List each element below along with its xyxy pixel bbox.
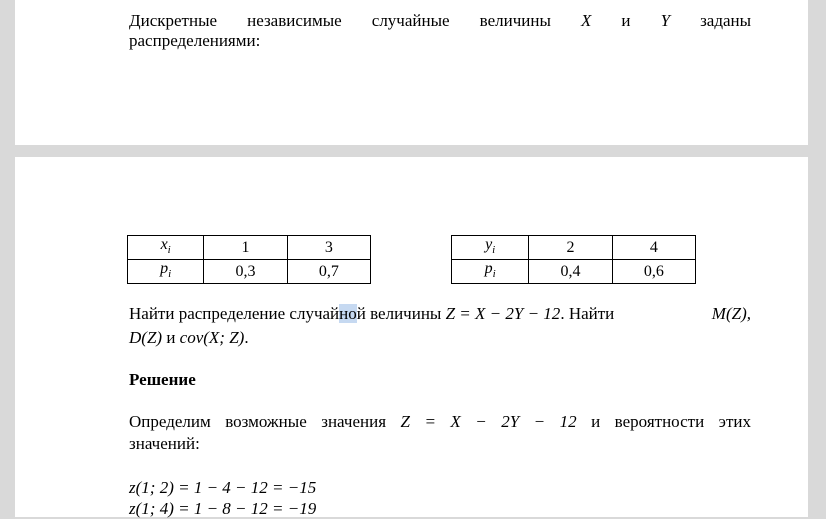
intro-word: величины [479,11,551,30]
intro-word: и [621,11,631,30]
text-highlight: но [339,304,357,323]
table-cell: 0,7 [287,260,370,284]
equation-2: z(1; 4) = 1 − 8 − 12 = −19 [129,499,317,518]
table-header-pi: $p_i$ [128,260,204,284]
table-row [452,260,696,284]
intro-word: заданы [700,11,752,30]
solution-heading: Решение [129,370,196,389]
solution-para-line1: Определим возможные значения Z = X − 2Y − 12 и вероятности этих [129,412,751,431]
intro-word: Дискретные [129,11,218,30]
table-cell: 1 [204,236,287,260]
table-cell: 0,6 [612,260,695,284]
table-row [452,236,696,260]
table-header-xi: $x_i$ [128,236,204,260]
table-row [128,236,371,260]
table-y-distribution [451,235,696,284]
document-page-1 [15,0,808,145]
equation-1: z(1; 2) = 1 − 4 − 12 = −15 [129,478,317,497]
table-cell: 0,3 [204,260,287,284]
table-row [128,260,371,284]
table-cell: 0,4 [529,260,612,284]
formula-cov: cov(X; Z) [179,328,245,347]
table-header-yi: $y_i$ [452,236,529,260]
table-header-pi: $p_i$ [452,260,529,284]
table-x-distribution [127,235,371,284]
task-line2: D(Z) и cov(X; Z). [129,328,249,347]
var-y: Y [660,11,671,30]
solution-para-line2: значений: [129,434,200,453]
intro-word: независимые [247,11,342,30]
document-page-2 [15,157,808,517]
table-cell: 2 [529,236,612,260]
table-cell: 4 [612,236,695,260]
intro-word: случайные [371,11,450,30]
table-cell: 3 [287,236,370,260]
problem-intro-line1 [129,10,751,31]
task-line1: Найти распределение случайной величины Z = X − 2Y − 12. Найти M(Z), [129,304,751,323]
formula-z: Z = X − 2Y − 12 [445,304,561,323]
formula-z: Z = X − 2Y − 12 [400,412,577,431]
problem-intro-line2: распределениями: [129,31,261,50]
formula-dz: D(Z) [129,328,163,347]
var-x: X [580,11,592,30]
formula-mz: M(Z), [711,304,751,323]
